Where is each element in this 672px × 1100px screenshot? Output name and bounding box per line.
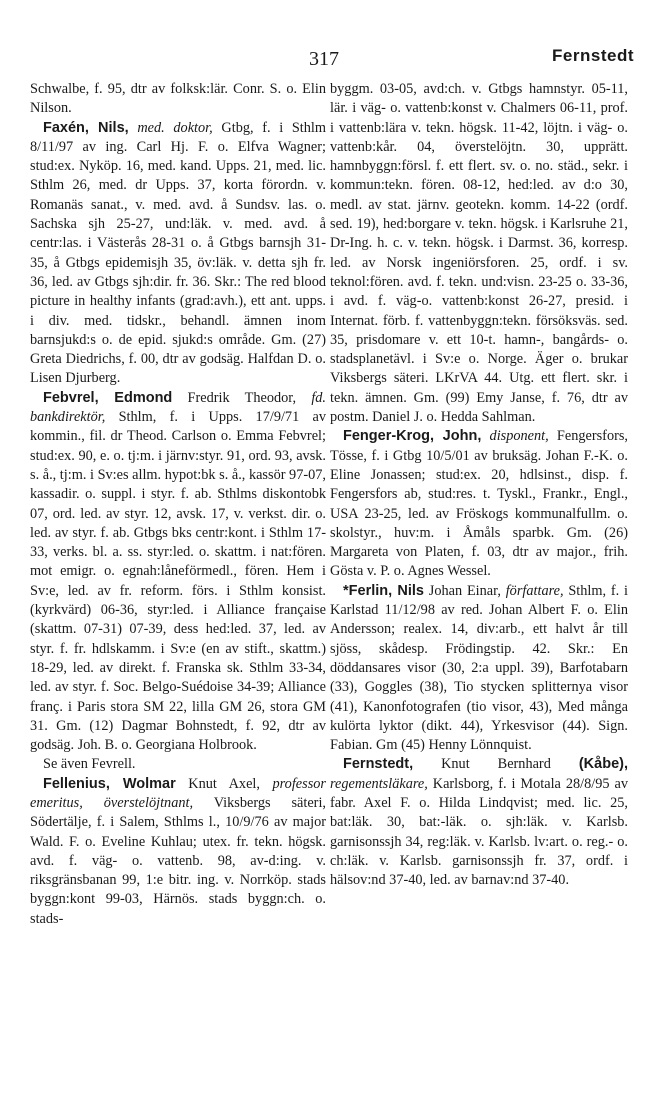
entry-fenger-krog [330, 427, 628, 581]
entry-name: Fernstedt, [343, 756, 414, 773]
entry-title: professor emeritus, överstelöjtnant, [30, 775, 326, 811]
entry-title: regementsläkare, [330, 775, 428, 792]
right-column [330, 80, 628, 890]
entry-text: Karlsborg, f. i Motala 28/8/95 av fabr. Axel F. o. Hilda Lindqvist; med. lic. 25, bat:läk. 30, bat:-läk. o. sjh:läk. v. Karlsb. garnisonssjh 34, reg:läk. v. Karlsb. lv:art. o. reg.- o. ch:läk. v. Karlsb. garnisonssjh fr. 37, ordf. i hälsov:nd 37-40, led. av barnav:nd 37-40. [330, 775, 628, 889]
entry-title: med. doktor, [137, 119, 213, 136]
entry-given-names: Fredrik Theodor, [187, 389, 297, 406]
entry-fellenius [30, 775, 326, 929]
entry-febvrel [30, 389, 326, 756]
entry-given-names: Knut Bernhard [441, 756, 551, 773]
entry-text: Gtbg, f. i Sthlm 8/11/97 av ing. Carl Hj. F. o. Elfva Wagner; stud:ex. Nyköp. 16, med. kand. Upps. 21, med. lic. Sthlm 26, med. dr Upps. 37, korta förordn. v. Romanäs sanat., v. med. avd. å Sundsv. las. o. Sachska sjh 25-27, und:läk. v. med. avd. å centr:las. i Västerås 28-31 o. å Gtbgs barnsjh 31-35, å Gtbgs epidemisjh 35, öv:läk. v. detta sjh fr. 36, led. av Gtbgs sjh:dir. fr. 36. Skr.: The red blood picture in healthy infants (grad:avh.), ett ant. upps. i div. med. tidskr., behandl. ämnen inom barnsjukd:s o. de epid. sjukd:s område. Gm. (27) Greta Diedrichs, f. 00, dtr av godsäg. Halfdan D. o. Lisen Djurberg. [30, 119, 327, 387]
continued-entry: byggm. 03-05, avd:ch. v. Gtbgs hamnstyr. 05-11, lär. i väg- o. vattenb:konst v. Chalmers 06-11, prof. i vattenb:lära v. tekn. högsk. 11-42, löjtn. i väg- o. vattenb:kår. 04, överstelöjtn. 30, upprätt. hamnbyggn:försl. f. ett flert. sv. o. no. städ., sekr. i kommun:tekn. fören. 08-12, hed:led. av d:o 30, medl. av stat. järnv. geotekn. komm. 14-22 (ordf. sed. 19), hed:borgare v. tekn. högsk. i Karlsruhe 21, Dr-Ing. h. c. v. tekn. högsk. i Darmst. 36, korresp. led. av Norsk ingeniörsforen. 25, ordf. i sv. teknol:fören. avd. f. tekn. und:visn. 23-25 o. 33-36, i avd. f. väg-o. vattenb:konst 26-27, presid. i Internat. förb. f. vattenbyggn:tekn. försöksväs. sed. 35, prisdomare v. ett 10-t. hamn-, bangårds- o. stadsplanetävl. i Sv:e o. Norge. Äger o. brukar Viksbergs säteri. LKrVA 44. Utg. ett flert. skr. i tekn. ämnen. Gm. (99) Emy Janse, f. 76, dtr av postm. Daniel J. o. Hedda Sahlman. [330, 81, 628, 426]
see-also-reference: Se även Fevrell. [43, 756, 136, 773]
entry-title: författare, [505, 582, 564, 599]
entry-given-names: Knut Axel, [188, 775, 260, 792]
entry-faxen [30, 119, 326, 389]
entry-name: Faxén, Nils, [43, 119, 129, 136]
page-header [0, 44, 672, 74]
entry-name: *Ferlin, Nils [343, 582, 424, 599]
running-head: Fernstedt [552, 46, 634, 65]
page-number: 317 [309, 48, 339, 70]
entry-nickname: (Kåbe), [578, 756, 628, 773]
entry-fernstedt [330, 755, 628, 890]
entry-name: Febvrel, Edmond [43, 389, 173, 406]
entry-text: Fengersfors, Tösse, f. i Gtbg 10/5/01 av bruksäg. Johan F.-K. o. Eline Jonassen; stud:ex. 20, hdlsinst., disp. f. Fengersfors ab, stud:res. t. Tyskl., Frankr., Engl., USA 23-25, led. av Fröskogs kommunalfullm. o. skolstyr., huv:m. i Åmåls sparbk. Gm. (26) Margareta von Platen, f. 03, dtr av major., frih. Gösta v. P. o. Agnes Wessel. [330, 428, 628, 580]
entry-text: Viksbergs säteri, Södertälje, f. i Salem, Sthlms l., 10/9/76 av major Wald. F. o. Eveline Kuhlau; utex. fr. tekn. högsk. avd. f. väg- o. vattenb. 98, av-d:ing. v. riksgränsbanan 99, 1:e bitr. ing. v. Norrköp. stads byggn:kont 99-03, Härnös. stads byggn:ch. o. stads- [30, 794, 326, 927]
entry-ferlin [330, 582, 628, 756]
continued-entry: Schwalbe, f. 95, dtr av folksk:lär. Conr. S. o. Elin Nilson. [30, 81, 326, 117]
entry-title: disponent, [489, 428, 549, 445]
left-column [30, 80, 326, 929]
entry-text: Sthlm, f. i Karlstad 11/12/98 av red. Johan Albert F. o. Elin Andersson; realex. 14, div:arb., ett halvt år till sjöss, skådesp. Frödingstip. 42. Skr.: En döddansares visor (30, 2:a uppl. 39), Barfotabarn (33), Goggles (38), Tio stycken splitternya visor (41), Kanonfotografen (tio visor, 43), Med många kulörta lyktor (dikt. 44), Yrkesvisor (44). Sign. Fabian. Gm (45) Henny Lönnquist. [330, 582, 628, 754]
entry-name: Fenger-Krog, John, [343, 428, 482, 445]
entry-name: Fellenius, Wolmar [43, 775, 176, 792]
entry-given-names: Johan Einar, [428, 582, 501, 599]
entry-text: Sthlm, f. i Upps. 17/9/71 av kommin., fil. dr Theod. Carlson o. Emma Febvrel; stud:ex. 90, e. o. tj:m. i järnv:styr. 91, ord. 93, avsk. s. å., tj:m. i Sv:es allm. hypot:bk s. å., kassör 97-07, kassadir. o. suppl. i styr. f. ab. Sthlms diskontobk 07, ord. led. av styr. 12, avsk. 17, v. verkst. dir. o. led. av styr. f. ab. Gtbgs bks centr:kont. i Sthlm 17-33, verks. bl. a. ss. styr:led. o. skattm. i nat:fören. mot emigr. o. egnah:låneförmedl., fören. Hem i Sv:e, led. av fr. reform. förs. i Sthlm konsist. (kyrkvärd) 06-36, styr:led. i Alliance française (skattm. 07-31) 07-39, dess hed:led. 37, led. av styr. f. fr. hdlskamm. i Sv:e (en av stift., skattm.) 18-29, led. av direkt. f. Franska sk. Sthlm 33-34, led. av styr. f. Soc. Belgo-Suédoise 34-39; Alliance franç. i Paris stora SM 22, lilla GM 26, stora GM 31. Gm. (12) Dagmar Bohnstedt, f. 92, dtr av godsäg. Joh. B. o. Georgiana Holbrook. [30, 409, 327, 754]
entry-title: fd. bankdirektör, [30, 389, 327, 426]
